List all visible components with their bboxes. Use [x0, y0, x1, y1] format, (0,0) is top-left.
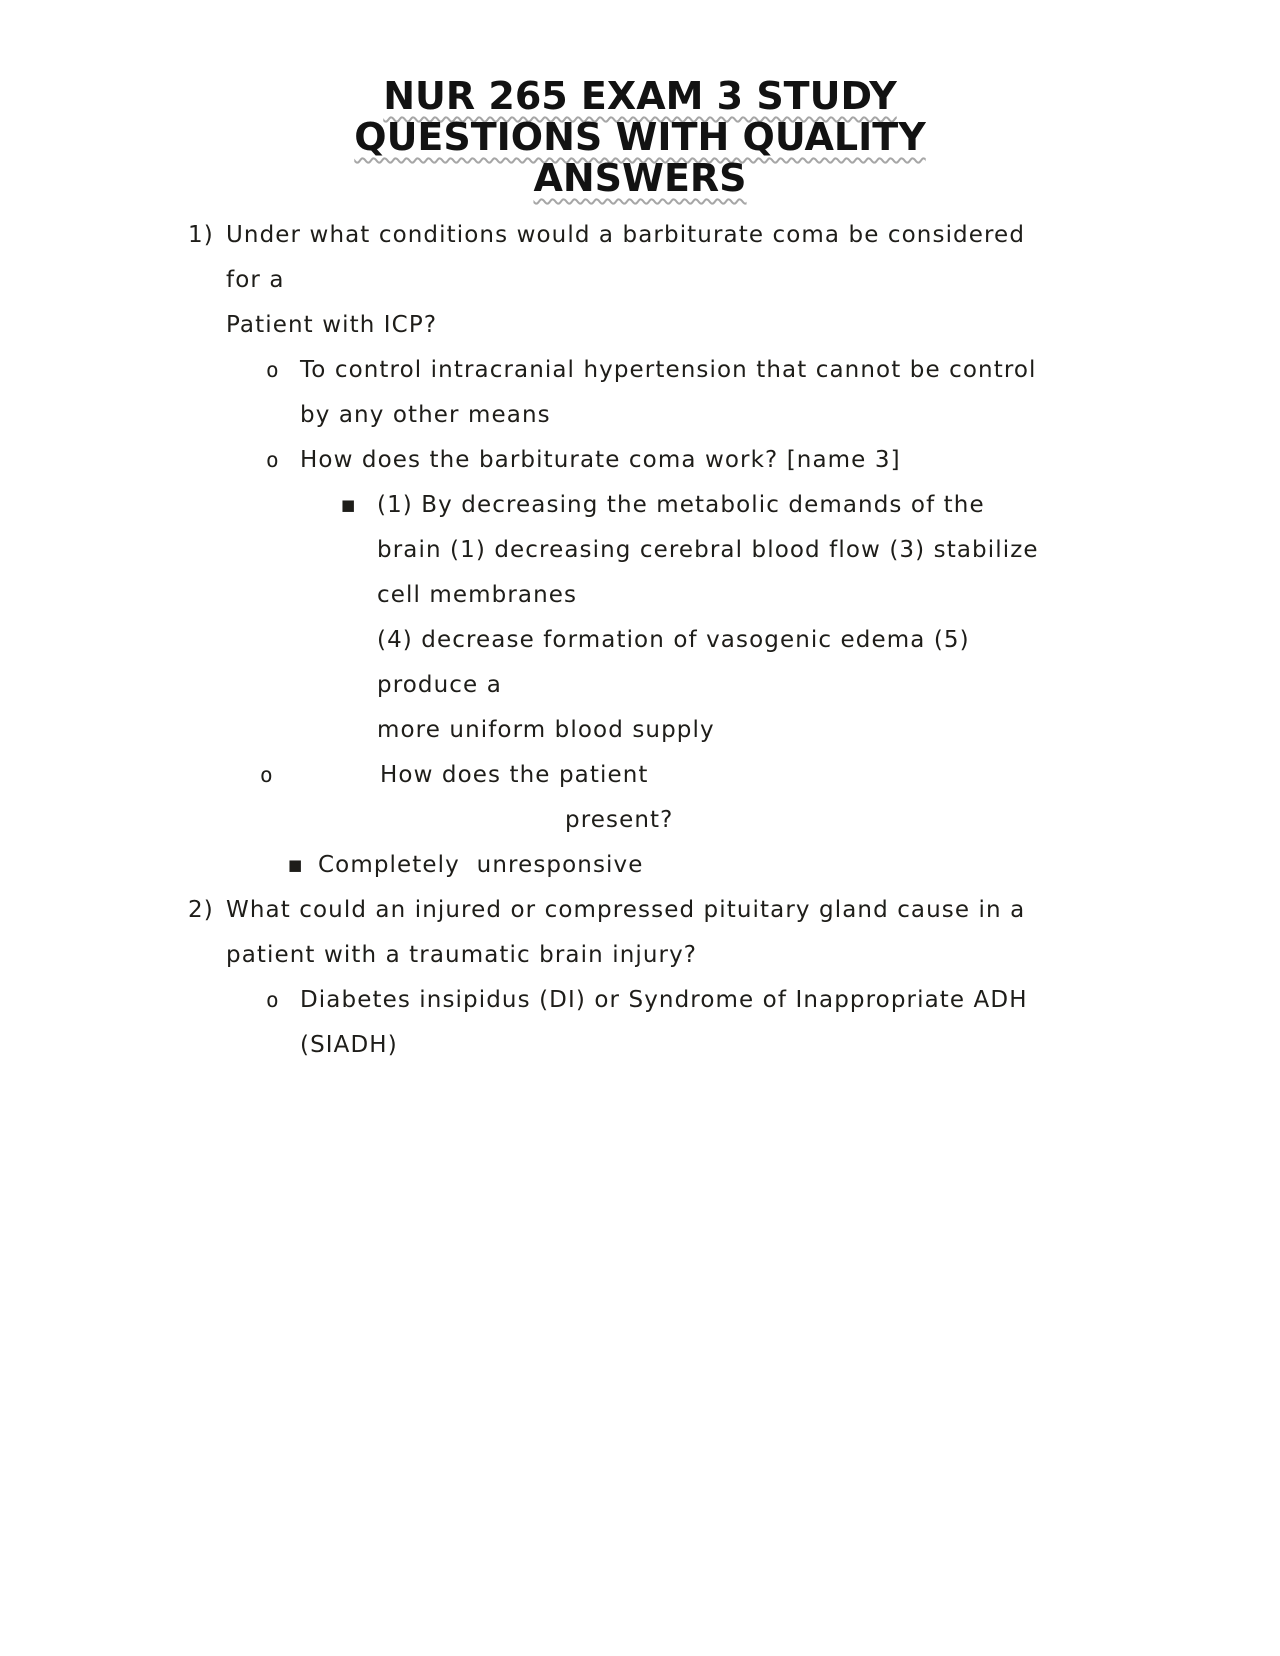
list-number: 1)	[188, 222, 214, 248]
line-text: for a	[226, 267, 285, 293]
line-text: produce a	[377, 672, 502, 698]
circle-bullet: o	[260, 763, 273, 787]
line-text: How does the patient	[380, 762, 649, 788]
answer-line	[0, 393, 1280, 438]
answer-line	[0, 798, 1280, 843]
circle-bullet: o	[266, 358, 279, 382]
line-text: brain (1) decreasing cerebral blood flow (3) stabilize	[377, 537, 1039, 563]
question-line	[0, 933, 1280, 978]
title-line	[0, 117, 1280, 158]
title-line-text: NUR 265 EXAM 3 STUDY	[383, 74, 897, 118]
document-title	[0, 0, 1280, 199]
line-text: Completely unresponsive	[318, 852, 644, 878]
title-line-text: ANSWERS	[533, 156, 747, 200]
list-number: 2)	[188, 897, 214, 923]
title-line	[0, 76, 1280, 117]
line-text: What could an injured or compressed pituitary gland cause in a	[226, 897, 1026, 923]
answer-line	[0, 753, 1280, 798]
sub-answer-line	[0, 573, 1280, 618]
line-text: (SIADH)	[300, 1032, 398, 1058]
line-text: by any other means	[300, 402, 551, 428]
line-text: present?	[565, 807, 674, 833]
answer-line	[0, 438, 1280, 483]
answer-line	[0, 978, 1280, 1023]
sub-answer-line	[0, 708, 1280, 753]
line-text: more uniform blood supply	[377, 717, 715, 743]
circle-bullet: o	[266, 988, 279, 1012]
question-line	[0, 258, 1280, 303]
circle-bullet: o	[266, 448, 279, 472]
sub-answer-line	[0, 528, 1280, 573]
sub-answer-line	[0, 843, 1280, 888]
question-line	[0, 213, 1280, 258]
line-text: How does the barbiturate coma work? [name 3]	[300, 447, 901, 473]
line-text: Diabetes insipidus (DI) or Syndrome of Inappropriate ADH	[300, 987, 1028, 1013]
title-line-text: QUESTIONS WITH QUALITY	[354, 115, 926, 159]
line-text: patient with a traumatic brain injury?	[226, 942, 698, 968]
question-list	[0, 213, 1280, 1068]
sub-answer-line	[0, 618, 1280, 663]
square-bullet: ■	[341, 496, 356, 514]
answer-line	[0, 348, 1280, 393]
question-line	[0, 888, 1280, 933]
title-line	[0, 158, 1280, 199]
line-text: (4) decrease formation of vasogenic edema (5)	[377, 627, 970, 653]
line-text: (1) By decreasing the metabolic demands of the	[377, 492, 985, 518]
line-text: To control intracranial hypertension that cannot be control	[300, 357, 1037, 383]
sub-answer-line	[0, 663, 1280, 708]
question-line	[0, 303, 1280, 348]
line-text: cell membranes	[377, 582, 578, 608]
sub-answer-line	[0, 483, 1280, 528]
square-bullet: ■	[288, 856, 303, 874]
line-text: Under what conditions would a barbiturate coma be considered	[226, 222, 1026, 248]
answer-line	[0, 1023, 1280, 1068]
line-text: Patient with ICP?	[226, 312, 438, 338]
